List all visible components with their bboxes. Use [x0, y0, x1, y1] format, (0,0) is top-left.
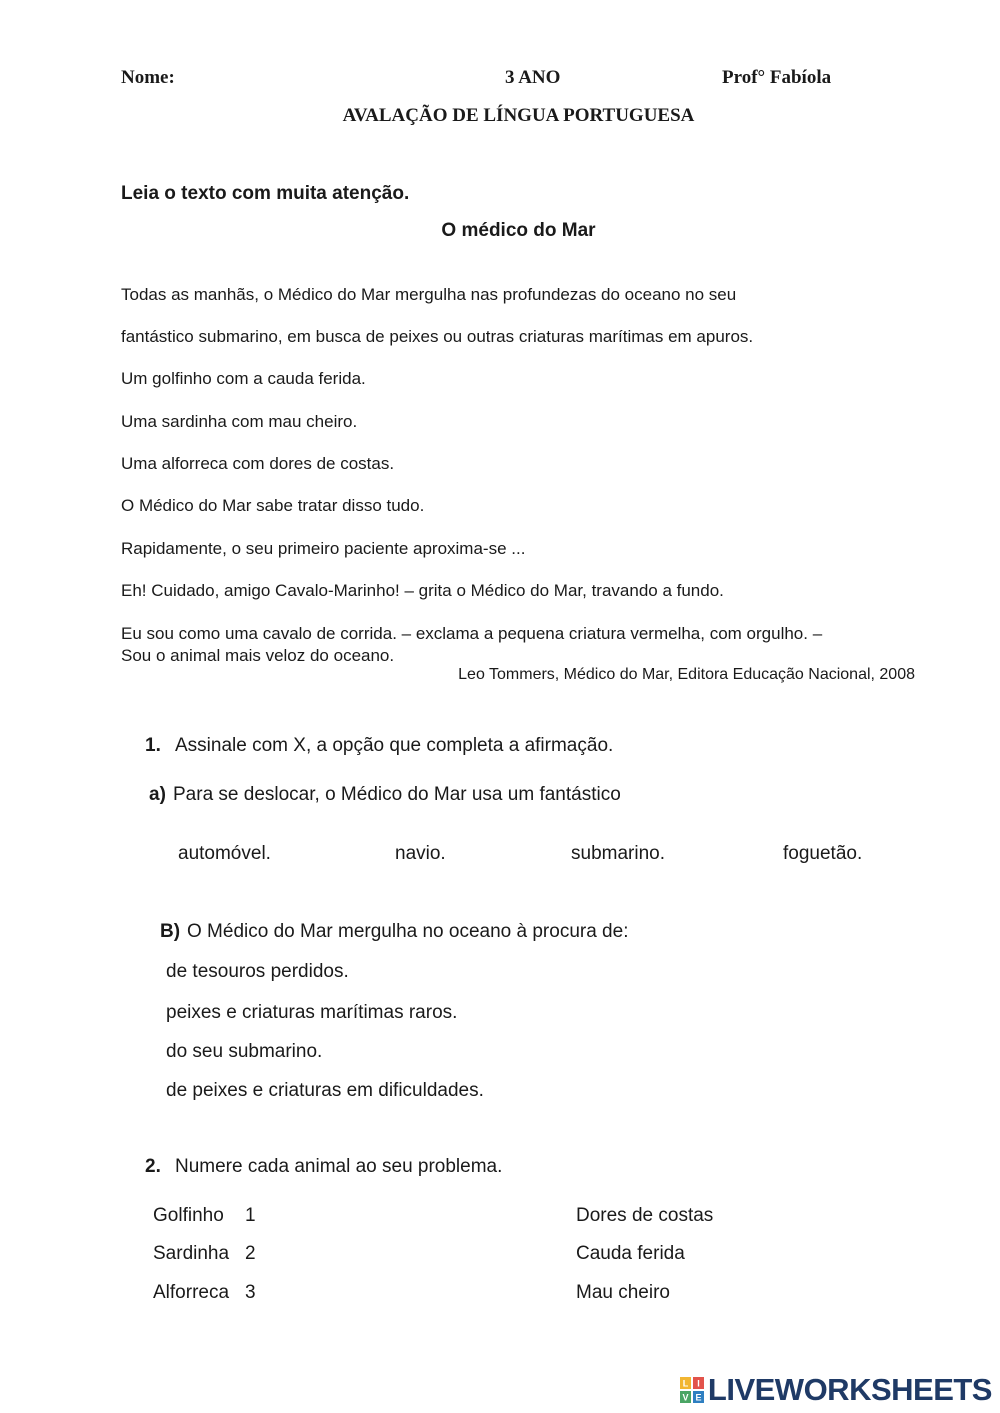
svg-text:E: E	[695, 1392, 702, 1403]
option-tesouros[interactable]: de tesouros perdidos.	[166, 961, 349, 982]
story-line: Um golfinho com a cauda ferida.	[121, 369, 366, 388]
story-line: O Médico do Mar sabe tratar disso tudo.	[121, 496, 425, 515]
teacher-label: Prof° Fabíola	[722, 67, 832, 88]
question-2-prompt: Numere cada animal ao seu problema.	[175, 1156, 503, 1177]
story-line: Eu sou como uma cavalo de corrida. – exclama a pequena criatura vermelha, com orgulho. –	[121, 624, 823, 643]
story-citation: Leo Tommers, Médico do Mar, Editora Educação Nacional, 2008	[458, 666, 915, 683]
story-line: Uma alforreca com dores de costas.	[121, 454, 395, 473]
liveworksheets-logo-icon	[680, 1377, 704, 1403]
svg-text:I: I	[697, 1378, 700, 1389]
question-2-number: 2.	[145, 1156, 161, 1177]
question-1b-label: B)	[160, 921, 181, 942]
grade-label: 3 ANO	[505, 67, 561, 88]
option-submarino-b[interactable]: do seu submarino.	[166, 1041, 323, 1062]
animal-name: Alforreca	[153, 1282, 230, 1303]
story-title: O médico do Mar	[441, 220, 596, 241]
option-foguetao[interactable]: foguetão.	[783, 843, 863, 864]
animal-number: 1	[245, 1205, 256, 1226]
option-dificuldades[interactable]: de peixes e criaturas em dificuldades.	[166, 1080, 484, 1101]
story-line: Todas as manhãs, o Médico do Mar mergulha nas profundezas do oceano no seu	[121, 285, 737, 304]
problem-item[interactable]: Mau cheiro	[576, 1282, 670, 1303]
option-automovel[interactable]: automóvel.	[178, 843, 271, 864]
svg-text:V: V	[682, 1392, 689, 1403]
animal-number: 2	[245, 1243, 256, 1264]
liveworksheets-logo	[680, 1373, 992, 1407]
question-1b-text: O Médico do Mar mergulha no oceano à procura de:	[187, 921, 629, 942]
option-submarino[interactable]: submarino.	[571, 843, 665, 864]
page-title: AVALAÇÃO DE LÍNGUA PORTUGUESA	[342, 105, 695, 126]
svg-text:L: L	[682, 1378, 689, 1389]
story-line: Uma sardinha com mau cheiro.	[121, 412, 358, 431]
animal-name: Golfinho	[153, 1205, 224, 1226]
story-line: Rapidamente, o seu primeiro paciente aproxima-se ...	[121, 539, 526, 558]
question-1-prompt: Assinale com X, a opção que completa a afirmação.	[175, 735, 614, 756]
problem-item[interactable]: Dores de costas	[576, 1205, 714, 1226]
option-navio[interactable]: navio.	[395, 843, 446, 864]
story-line: fantástico submarino, em busca de peixes ou outras criaturas marítimas em apuros.	[121, 327, 754, 346]
question-1a-label: a)	[149, 784, 166, 805]
option-peixes-raros[interactable]: peixes e criaturas marítimas raros.	[166, 1002, 458, 1023]
question-1a-text: Para se deslocar, o Médico do Mar usa um fantástico	[173, 784, 621, 805]
liveworksheets-logo-text: LIVEWORKSHEETS	[707, 1372, 992, 1407]
story-line: Eh! Cuidado, amigo Cavalo-Marinho! – grita o Médico do Mar, travando a fundo.	[121, 581, 724, 600]
animal-name: Sardinha	[153, 1243, 230, 1264]
animal-number: 3	[245, 1282, 256, 1303]
reading-instruction: Leia o texto com muita atenção.	[121, 183, 410, 204]
problem-item[interactable]: Cauda ferida	[576, 1243, 685, 1264]
question-1-number: 1.	[145, 735, 161, 756]
story-line: Sou o animal mais veloz do oceano.	[121, 646, 395, 665]
name-label: Nome:	[121, 67, 175, 88]
